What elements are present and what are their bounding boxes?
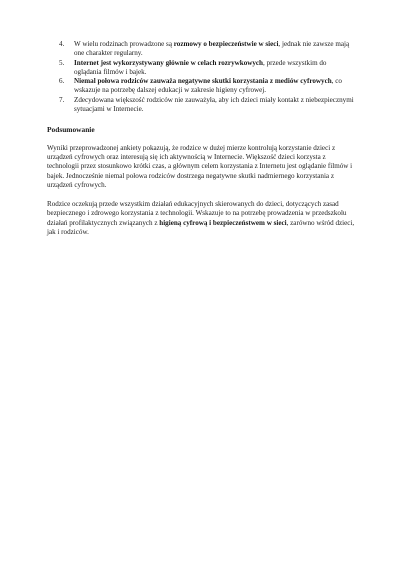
list-item xyxy=(47,77,355,96)
list-item xyxy=(47,59,355,78)
bold-phrase: higieną cyfrową i bezpieczeństwem w sieci xyxy=(159,218,287,227)
list-item-number: 6. xyxy=(59,77,65,86)
findings-list xyxy=(47,40,355,114)
list-item xyxy=(47,96,355,115)
bold-phrase: Internet jest wykorzystywany głównie w celach rozrywkowych xyxy=(74,58,264,67)
summary-paragraph-1: Wyniki przeprowadzonej ankiety pokazują, że rodzice w dużej mierze kontrolują korzystanie dzieci z urządzeń cyfrowych oraz interesują się ich aktywnością w Internecie. Większość dzieci korzysta z technologii przez stosunkowo krótki czas, a głównym celem korzystania z Internetu jest oglądanie filmów i bajek. Jednocześnie niemal połowa rodziców dostrzega negatywne skutki nadmiernego korzystania z urządzeń cyfrowych. xyxy=(47,143,353,189)
summary-heading: Podsumowanie xyxy=(47,125,95,135)
bold-phrase: Niemal połowa rodziców zauważa negatywne skutki korzystania z mediów cyfrowych xyxy=(74,77,332,86)
list-item-number: 4. xyxy=(59,40,65,48)
list-item-text: Zdecydowana większość rodziców nie zauważyła, aby ich dzieci miały kontakt z niebezpiecznymi sytuacjami w Internecie. xyxy=(74,95,354,114)
bold-phrase: rozmowy o bezpieczeństwie w sieci xyxy=(173,40,279,48)
list-item-number: 5. xyxy=(59,58,65,67)
list-item-number: 7. xyxy=(59,95,65,104)
document-page xyxy=(47,40,355,237)
list-item-text: W wielu rodzinach prowadzone są rozmowy o bezpieczeństwie w sieci, jednak nie zawsze mają one charakter regularny. xyxy=(74,40,350,58)
list-item-text: Niemal połowa rodziców zauważa negatywne skutki korzystania z mediów cyfrowych, co wskazuje na potrzebę dalszej edukacji w zakresie higieny cyfrowej. xyxy=(74,77,342,95)
summary-paragraph-2: Rodzice oczekują przede wszystkim działań edukacyjnych skierowanych do dzieci, dotyczących zasad bezpiecznego i zdrowego korzystania z technologii. Wskazuje to na potrzebę prowadzenia w przedszkolu działań profilaktycznych związanych z higieną cyfrową i bezpieczeństwem w sieci, zarówno wśród dzieci, jak i rodziców. xyxy=(47,200,355,237)
list-item-text: Internet jest wykorzystywany głównie w celach rozrywkowych, przede wszystkim do oglądania filmów i bajek. xyxy=(74,58,327,76)
list-item xyxy=(47,40,355,59)
